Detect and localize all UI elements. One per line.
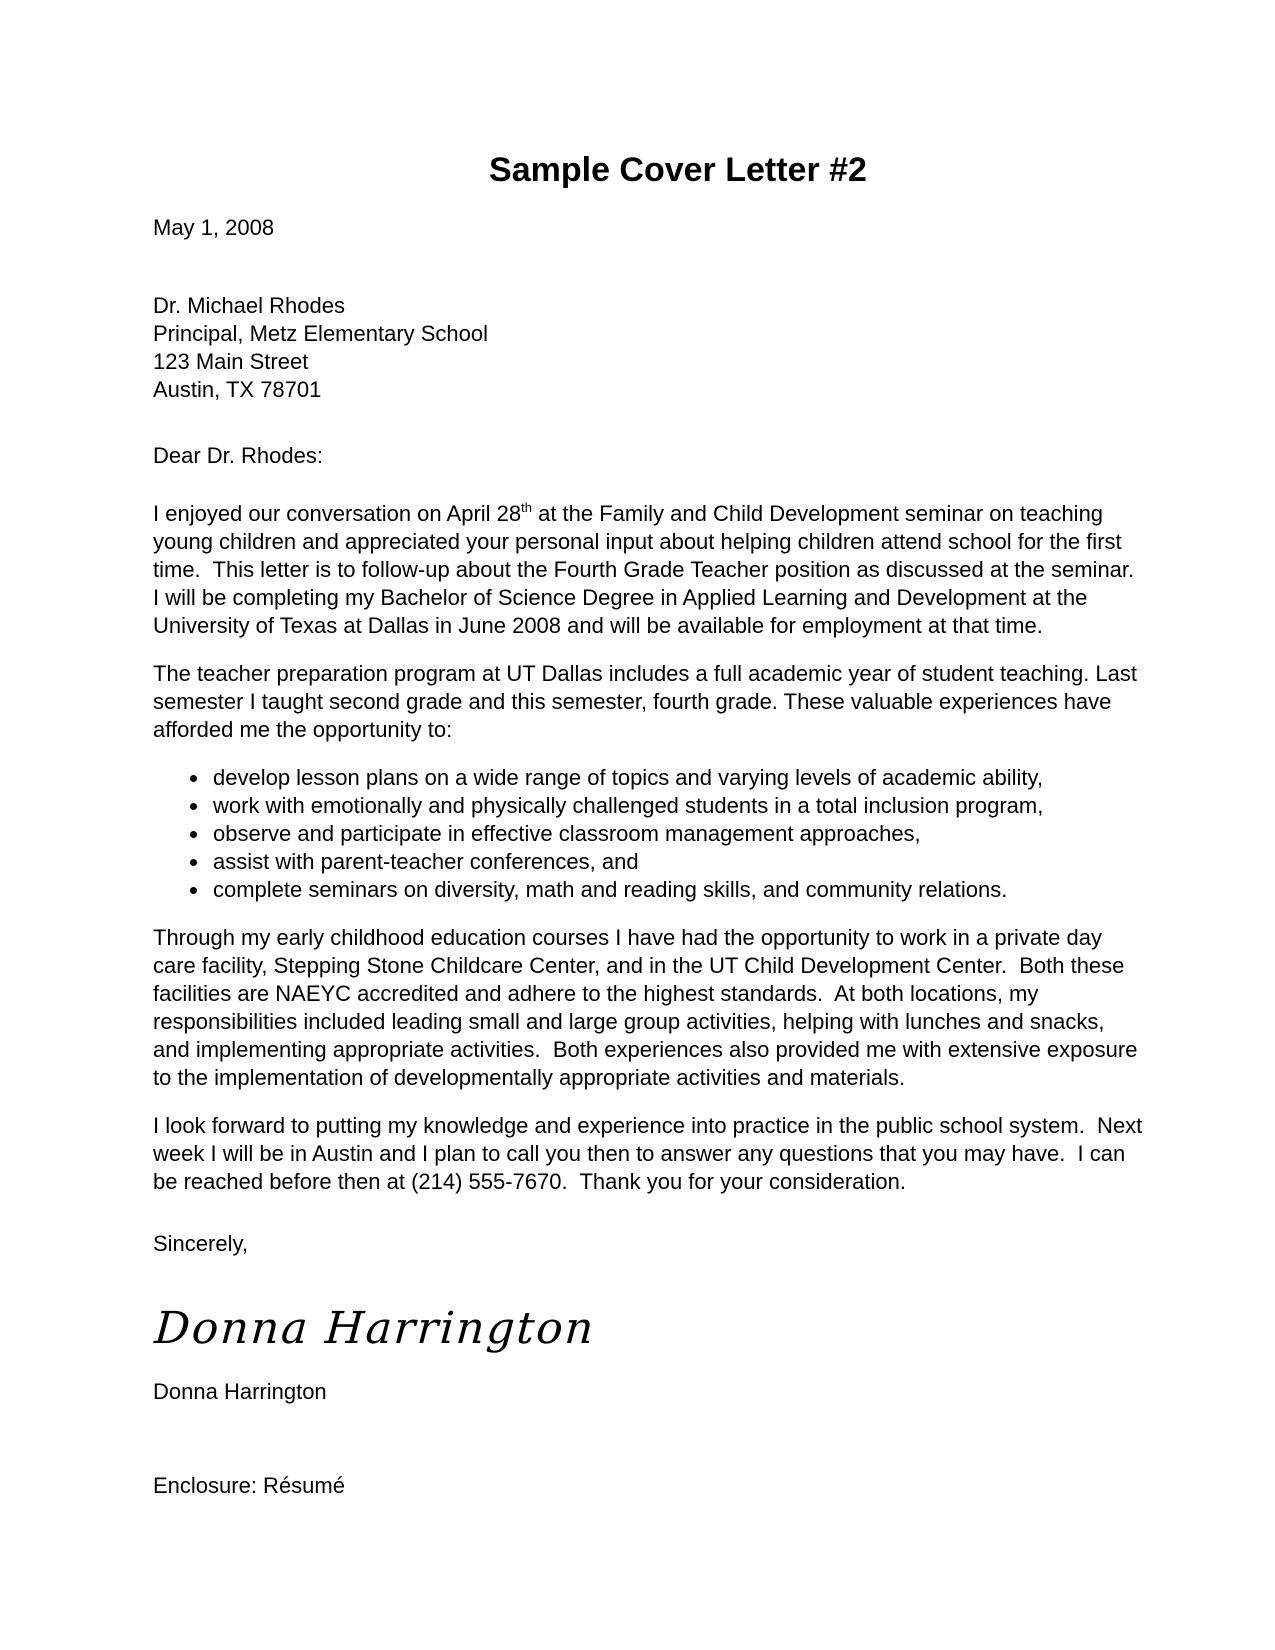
handwritten-signature: Donna Harrington bbox=[153, 1303, 597, 1354]
recipient-name: Dr. Michael Rhodes bbox=[153, 293, 345, 318]
paragraph-experience: Through my early childhood education courses I have had the opportunity to work in a private day care facility, Stepping Stone Childcare Center, and in the UT Child Development Center. Both these facilities are NAEYC accredited and adhere to the highest standards. At both locations, my responsibilities included leading small and large group activities, helping with lunches and snacks, and implementing appropriate activities. Both experiences also provided me with extensive exposure to the implementation of developmentally appropriate activities and materials. bbox=[153, 925, 1144, 1090]
experience-bullet-list bbox=[153, 764, 1143, 904]
paragraph-program: The teacher preparation program at UT Dallas includes a full academic year of student teaching. Last semester I taught second grade and this semester, fourth grade. These valuable experiences have afforded me the opportunity to: bbox=[153, 661, 1144, 742]
ordinal-superscript: th bbox=[521, 500, 532, 515]
recipient-city: Austin, TX 78701 bbox=[153, 377, 322, 402]
bullet-item: • complete seminars on diversity, math and reading skills, and community relations. bbox=[210, 876, 1143, 904]
salutation: Dear Dr. Rhodes: bbox=[153, 443, 323, 468]
bullet-item: • assist with parent-teacher conferences, and bbox=[210, 848, 1143, 876]
recipient-block bbox=[153, 292, 1143, 404]
bullet-item: • observe and participate in effective classroom management approaches, bbox=[210, 820, 1143, 848]
recipient-street: 123 Main Street bbox=[153, 349, 309, 374]
paragraph-contact: I look forward to putting my knowledge and experience into practice in the public school system. Next week I will be in Austin and I plan to call you then to answer any questions that you may have. I can be reached before then at (214) 555-7670. Thank you for your consideration. bbox=[153, 1113, 1149, 1194]
recipient-title: Principal, Metz Elementary School bbox=[153, 321, 489, 346]
enclosure-note: Enclosure: Résumé bbox=[153, 1473, 345, 1498]
paragraph-intro-text-before: I enjoyed our conversation on April 28 bbox=[153, 501, 522, 526]
page-title: Sample Cover Letter #2 bbox=[489, 151, 867, 189]
closing-line: Sincerely, bbox=[153, 1231, 248, 1256]
bullet-item: • develop lesson plans on a wide range of topics and varying levels of academic ability, bbox=[210, 764, 1143, 792]
paragraph-intro bbox=[153, 500, 1147, 640]
date-line: May 1, 2008 bbox=[153, 215, 275, 240]
paragraph-intro-text-after: at the Family and Child Development seminar on teaching young children and appreciated your personal input about helping children attend school for the first time. This letter is to follow-up about the Fourth Grade Teacher position as discussed at the seminar. I will be completing my Bachelor of Science Degree in Applied Learning and Development at the University of Texas at Dallas in June 2008 and will be available for employment at that time. bbox=[153, 501, 1147, 638]
typed-signature-name: Donna Harrington bbox=[153, 1379, 327, 1404]
bullet-item: • work with emotionally and physically challenged students in a total inclusion program, bbox=[210, 792, 1143, 820]
